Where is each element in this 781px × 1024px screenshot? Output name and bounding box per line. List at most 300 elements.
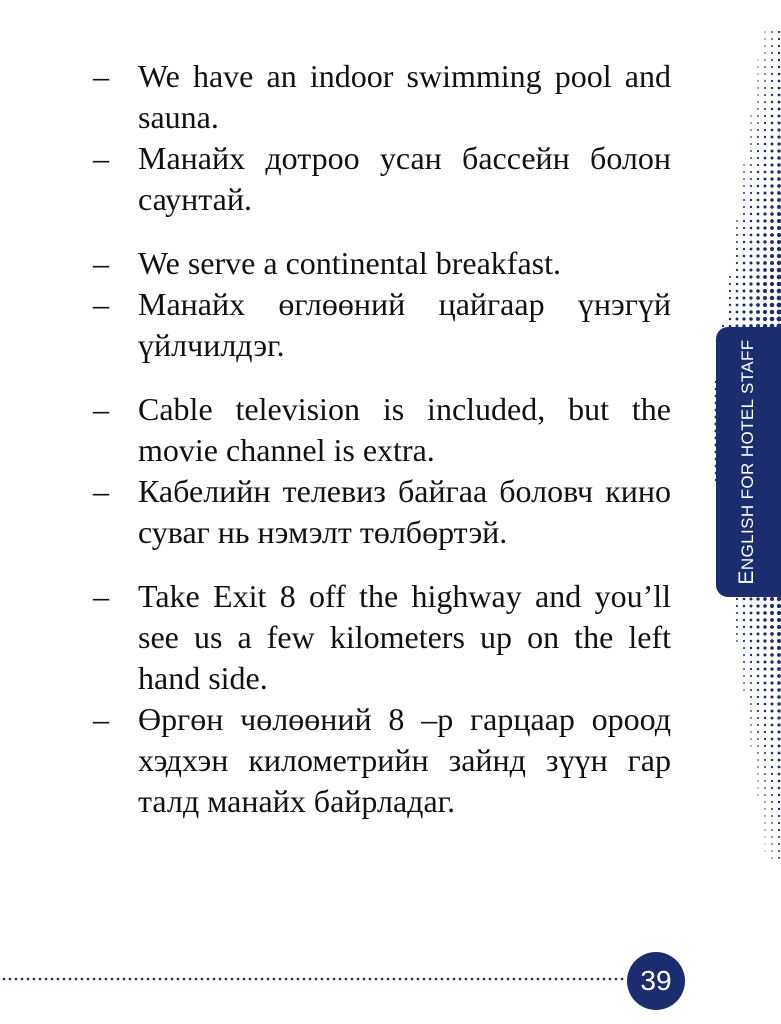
rule-dot <box>225 978 228 981</box>
halftone-dot <box>771 794 773 796</box>
halftone-dot <box>771 787 773 789</box>
rule-dot <box>441 978 444 981</box>
halftone-dot <box>770 597 774 601</box>
halftone-dot <box>764 731 766 733</box>
halftone-dot <box>777 730 780 733</box>
rule-dot <box>39 978 42 981</box>
halftone-dot <box>770 646 774 650</box>
halftone-dot <box>764 745 766 747</box>
rule-dot <box>531 978 534 981</box>
halftone-dot <box>757 178 759 180</box>
halftone-dot <box>743 262 746 265</box>
halftone-dot <box>757 192 760 195</box>
halftone-dot <box>750 724 752 726</box>
halftone-dot <box>777 681 781 685</box>
halftone-dot <box>743 213 745 215</box>
halftone-dot <box>757 668 760 671</box>
phrase-text: Cable television is included, but the movie channel is extra. <box>138 391 671 468</box>
halftone-dot <box>764 787 766 789</box>
halftone-dot <box>764 689 767 692</box>
halftone-dot <box>777 289 781 294</box>
halftone-dot <box>770 219 774 223</box>
halftone-dot <box>757 794 758 795</box>
halftone-dot <box>750 689 752 691</box>
halftone-dot <box>771 857 772 858</box>
rule-dot <box>609 978 612 981</box>
rule-dot <box>177 978 180 981</box>
rule-dot <box>495 978 498 981</box>
halftone-dot <box>743 185 745 187</box>
rule-dot <box>411 978 414 981</box>
dash-bullet: – <box>93 578 109 614</box>
halftone-dot <box>764 150 767 153</box>
halftone-dot <box>750 241 753 244</box>
rule-dot <box>507 978 510 981</box>
halftone-dot <box>777 667 781 671</box>
side-tab-label-rest: NGLISH FOR <box>738 457 757 571</box>
halftone-dot <box>770 618 774 622</box>
halftone-dot <box>777 310 781 315</box>
halftone-dot <box>777 737 780 740</box>
halftone-dot <box>771 122 774 125</box>
rule-dot <box>387 978 390 981</box>
halftone-dot <box>757 115 759 117</box>
halftone-dot <box>757 696 759 698</box>
halftone-dot <box>777 149 780 152</box>
halftone-dot <box>750 178 752 180</box>
rule-dot <box>105 978 108 981</box>
halftone-dot <box>757 661 760 664</box>
halftone-dot <box>771 745 774 748</box>
halftone-dot <box>750 717 752 719</box>
english-phrase <box>93 389 671 471</box>
halftone-dot <box>757 129 759 131</box>
rule-dot <box>555 978 558 981</box>
halftone-dot <box>771 129 774 132</box>
rule-dot <box>213 978 216 981</box>
side-tab-label <box>735 339 759 584</box>
halftone-dot <box>757 647 760 650</box>
halftone-dot <box>750 731 752 733</box>
rule-dot <box>621 978 624 981</box>
rule-dot <box>597 978 600 981</box>
halftone-dot <box>763 625 766 628</box>
halftone-dot <box>756 275 759 278</box>
halftone-dot <box>743 675 745 677</box>
halftone-dot <box>771 808 773 810</box>
rule-dot <box>321 978 324 981</box>
halftone-dot <box>771 87 773 89</box>
halftone-dot <box>764 115 766 117</box>
halftone-dot <box>764 185 767 188</box>
rule-dot <box>111 978 114 981</box>
phrase-text: We serve a continental breakfast. <box>138 245 561 281</box>
rule-dot <box>237 978 240 981</box>
halftone-dot <box>743 220 745 222</box>
halftone-dot <box>778 843 780 845</box>
halftone-dot <box>749 282 752 285</box>
halftone-dot <box>771 94 773 96</box>
halftone-dot <box>743 654 745 656</box>
halftone-dot <box>778 94 781 97</box>
halftone-dot <box>756 268 759 271</box>
halftone-dot <box>757 94 759 96</box>
halftone-dot <box>736 227 738 229</box>
phrase-pair <box>93 243 671 366</box>
halftone-dot <box>756 604 759 607</box>
halftone-dot <box>764 773 766 775</box>
halftone-dot <box>750 738 751 739</box>
halftone-dot <box>750 710 752 712</box>
halftone-dot <box>736 633 738 635</box>
halftone-dot <box>771 52 773 54</box>
mongolian-phrase <box>93 138 671 220</box>
halftone-dot <box>771 45 773 47</box>
halftone-dot <box>750 150 752 152</box>
rule-dot <box>303 978 306 981</box>
halftone-dot <box>757 752 759 754</box>
halftone-dot <box>771 66 773 68</box>
rule-dot <box>243 978 246 981</box>
halftone-dot <box>736 283 739 286</box>
halftone-dot <box>778 773 781 776</box>
halftone-dot <box>764 668 767 671</box>
rule-dot <box>363 978 366 981</box>
phrase-pair <box>93 56 671 220</box>
rule-dot <box>471 978 474 981</box>
halftone-dot <box>770 604 774 608</box>
halftone-dot <box>777 688 781 692</box>
halftone-dot <box>771 738 774 741</box>
halftone-dot <box>771 843 773 845</box>
halftone-dot <box>757 108 759 110</box>
halftone-dot <box>757 199 760 202</box>
halftone-dot <box>764 136 766 138</box>
rule-dot <box>501 978 504 981</box>
halftone-dot <box>736 262 738 264</box>
halftone-dot <box>757 682 759 684</box>
halftone-dot <box>743 661 745 663</box>
rule-dot <box>141 978 144 981</box>
halftone-dot <box>749 275 752 278</box>
halftone-dot <box>743 164 745 166</box>
rule-dot <box>447 978 450 981</box>
halftone-dot <box>778 87 781 90</box>
halftone-dot <box>742 303 745 306</box>
halftone-dot <box>743 178 745 180</box>
halftone-dot <box>770 310 775 315</box>
halftone-dot <box>771 836 773 838</box>
halftone-dot <box>764 703 767 706</box>
halftone-dot <box>771 717 774 720</box>
halftone-dot <box>770 233 774 237</box>
halftone-dot <box>736 598 738 600</box>
halftone-dot <box>749 303 752 306</box>
rule-dot <box>255 978 258 981</box>
halftone-dot <box>743 248 745 250</box>
halftone-dot <box>764 31 765 32</box>
dash-bullet: – <box>93 286 109 322</box>
halftone-dot <box>736 234 738 236</box>
halftone-dot <box>743 241 745 243</box>
halftone-dot <box>743 255 746 258</box>
halftone-dot <box>749 310 753 314</box>
halftone-dot <box>757 213 760 216</box>
halftone-dot <box>756 289 760 293</box>
halftone-dot <box>778 38 780 40</box>
rule-dot <box>93 978 96 981</box>
halftone-dot <box>770 212 774 216</box>
halftone-dot <box>777 191 781 195</box>
halftone-dot <box>770 660 773 663</box>
halftone-dot <box>764 801 766 803</box>
halftone-dot <box>757 206 760 209</box>
rule-dot <box>51 978 54 981</box>
halftone-dot <box>777 282 781 287</box>
rule-dot <box>45 978 48 981</box>
halftone-dot <box>750 122 751 123</box>
rule-dot <box>603 978 606 981</box>
rule-dot <box>279 978 282 981</box>
halftone-dot <box>742 317 745 320</box>
rule-dot <box>327 978 330 981</box>
halftone-dot <box>777 184 781 188</box>
halftone-dot <box>777 695 780 698</box>
phrase-pair <box>93 389 671 553</box>
halftone-dot <box>729 318 732 321</box>
halftone-dot <box>771 115 774 118</box>
rule-dot <box>615 978 618 981</box>
halftone-dot <box>750 682 752 684</box>
halftone-dot <box>750 675 752 677</box>
halftone-dot <box>777 674 781 678</box>
halftone-dot <box>756 296 760 300</box>
halftone-dot <box>743 682 745 684</box>
phrase-text: Манайх өглөөний цайгаар үнэгүй үйлчилдэг. <box>138 286 671 363</box>
halftone-dot <box>763 632 766 635</box>
halftone-dot <box>777 618 781 622</box>
halftone-dot <box>750 192 752 194</box>
rule-dot <box>273 978 276 981</box>
halftone-dot <box>750 136 752 138</box>
halftone-dot <box>763 303 767 307</box>
halftone-dot <box>743 689 745 691</box>
halftone-dot <box>778 787 781 790</box>
halftone-dot <box>764 143 767 146</box>
halftone-dot <box>778 780 781 783</box>
halftone-dot <box>778 808 780 810</box>
rule-dot <box>315 978 318 981</box>
halftone-dot <box>736 605 738 607</box>
halftone-dot <box>765 851 766 852</box>
halftone-dot <box>757 185 760 188</box>
rule-dot <box>231 978 234 981</box>
halftone-dot <box>750 668 752 670</box>
halftone-dot <box>750 745 751 746</box>
rule-dot <box>117 978 120 981</box>
halftone-dot <box>743 206 745 208</box>
halftone-dot <box>770 163 773 166</box>
halftone-dot <box>763 226 766 229</box>
halftone-dot <box>750 185 752 187</box>
halftone-dot <box>777 205 781 209</box>
halftone-dot <box>736 276 738 278</box>
halftone-dot <box>757 87 758 88</box>
halftone-dot <box>764 822 765 823</box>
halftone-dot <box>764 59 766 61</box>
rule-dot <box>375 978 378 981</box>
rule-dot <box>57 978 60 981</box>
rule-dot <box>63 978 66 981</box>
halftone-dot <box>777 303 781 308</box>
rule-dot <box>459 978 462 981</box>
halftone-dot <box>750 703 752 705</box>
halftone-dot <box>764 73 766 75</box>
halftone-dot <box>770 639 774 643</box>
rule-dot <box>249 978 252 981</box>
halftone-dot <box>750 262 753 265</box>
halftone-dot <box>763 296 767 300</box>
halftone-dot <box>771 752 774 755</box>
halftone-dot <box>778 759 781 762</box>
halftone-dot <box>743 612 745 614</box>
halftone-dot <box>770 198 773 201</box>
rule-dot <box>423 978 426 981</box>
rule-dot <box>159 978 162 981</box>
phrase-text: Манайх дотроо усан бассейн болон саунтай. <box>138 140 671 217</box>
halftone-dot <box>763 247 767 251</box>
halftone-dot <box>764 675 767 678</box>
rule-dot <box>69 978 72 981</box>
halftone-dot <box>729 297 731 299</box>
halftone-dot <box>771 710 774 713</box>
rule-dot <box>147 978 150 981</box>
halftone-dot <box>756 233 759 236</box>
halftone-dot <box>770 156 773 159</box>
rule-dot <box>129 978 132 981</box>
rule-dot <box>573 978 576 981</box>
rule-dot <box>123 978 126 981</box>
halftone-dot <box>777 296 781 301</box>
dash-bullet: – <box>93 140 109 176</box>
halftone-dot <box>777 170 781 174</box>
halftone-dot <box>763 597 767 601</box>
halftone-dot <box>750 171 752 173</box>
rule-dot <box>369 978 372 981</box>
halftone-dot <box>736 220 738 222</box>
dash-bullet: – <box>93 473 109 509</box>
halftone-dot <box>777 128 780 131</box>
phrase-text: Кабелийн телевиз байгаа боловч кино суваг нь нэмэлт төлбөртэй. <box>138 473 671 550</box>
halftone-dot <box>777 198 781 202</box>
halftone-dot <box>743 297 746 300</box>
halftone-dot <box>777 660 781 664</box>
rule-dot <box>309 978 312 981</box>
halftone-dot <box>777 723 780 726</box>
halftone-dot <box>756 254 759 257</box>
halftone-dot <box>743 640 745 642</box>
halftone-dot <box>756 597 759 600</box>
halftone-dot <box>757 766 759 768</box>
halftone-dot <box>778 766 781 769</box>
halftone-dot <box>770 268 774 272</box>
rule-dot <box>567 978 570 981</box>
halftone-dot <box>743 276 746 279</box>
halftone-dot <box>778 745 781 748</box>
halftone-dot <box>777 625 781 629</box>
halftone-dot <box>778 850 780 852</box>
halftone-dot <box>777 156 780 159</box>
halftone-dot <box>764 808 765 809</box>
side-tab-label-initial: E <box>735 570 758 585</box>
rule-dot <box>519 978 522 981</box>
halftone-dot <box>764 710 767 713</box>
rule-dot <box>549 978 552 981</box>
rule-dot <box>33 978 36 981</box>
halftone-dot <box>757 745 759 747</box>
halftone-dot <box>763 310 767 314</box>
halftone-dot <box>770 261 774 265</box>
halftone-dot <box>743 633 745 635</box>
dash-bullet: – <box>93 58 109 94</box>
halftone-dot <box>777 135 780 138</box>
rule-dot <box>393 978 396 981</box>
halftone-dot <box>757 164 759 166</box>
english-phrase <box>93 56 671 138</box>
halftone-dot <box>771 724 774 727</box>
halftone-dot <box>764 80 766 82</box>
halftone-dot <box>777 226 781 230</box>
halftone-dot <box>763 198 766 201</box>
halftone-dot <box>736 612 738 614</box>
halftone-dot <box>764 38 765 39</box>
halftone-dot <box>750 696 752 698</box>
halftone-dot <box>736 241 738 243</box>
rule-dot <box>525 978 528 981</box>
halftone-dot <box>770 191 773 194</box>
halftone-dot <box>750 619 753 622</box>
rule-dot <box>201 978 204 981</box>
rule-dot <box>543 978 546 981</box>
halftone-dot <box>771 80 773 82</box>
halftone-dot <box>750 227 753 230</box>
english-phrase <box>93 243 671 284</box>
rule-dot <box>27 978 30 981</box>
halftone-dot <box>771 31 773 33</box>
rule-dot <box>9 978 12 981</box>
halftone-dot <box>777 611 781 615</box>
halftone-dot <box>736 619 738 621</box>
rule-dot <box>21 978 24 981</box>
rule-dot <box>261 978 264 981</box>
halftone-dot <box>736 297 739 300</box>
halftone-dot <box>756 618 759 621</box>
halftone-dot <box>771 780 773 782</box>
rule-dot <box>381 978 384 981</box>
halftone-dot <box>757 101 759 103</box>
halftone-dot <box>757 220 760 223</box>
halftone-dot <box>764 766 766 768</box>
halftone-dot <box>763 289 767 293</box>
rule-dot <box>135 978 138 981</box>
halftone-dot <box>750 129 752 131</box>
halftone-dot <box>757 710 759 712</box>
halftone-dot <box>771 850 772 851</box>
halftone-dot <box>750 661 752 663</box>
halftone-dot <box>771 143 774 146</box>
rule-dot <box>219 978 222 981</box>
halftone-dot <box>757 59 758 60</box>
